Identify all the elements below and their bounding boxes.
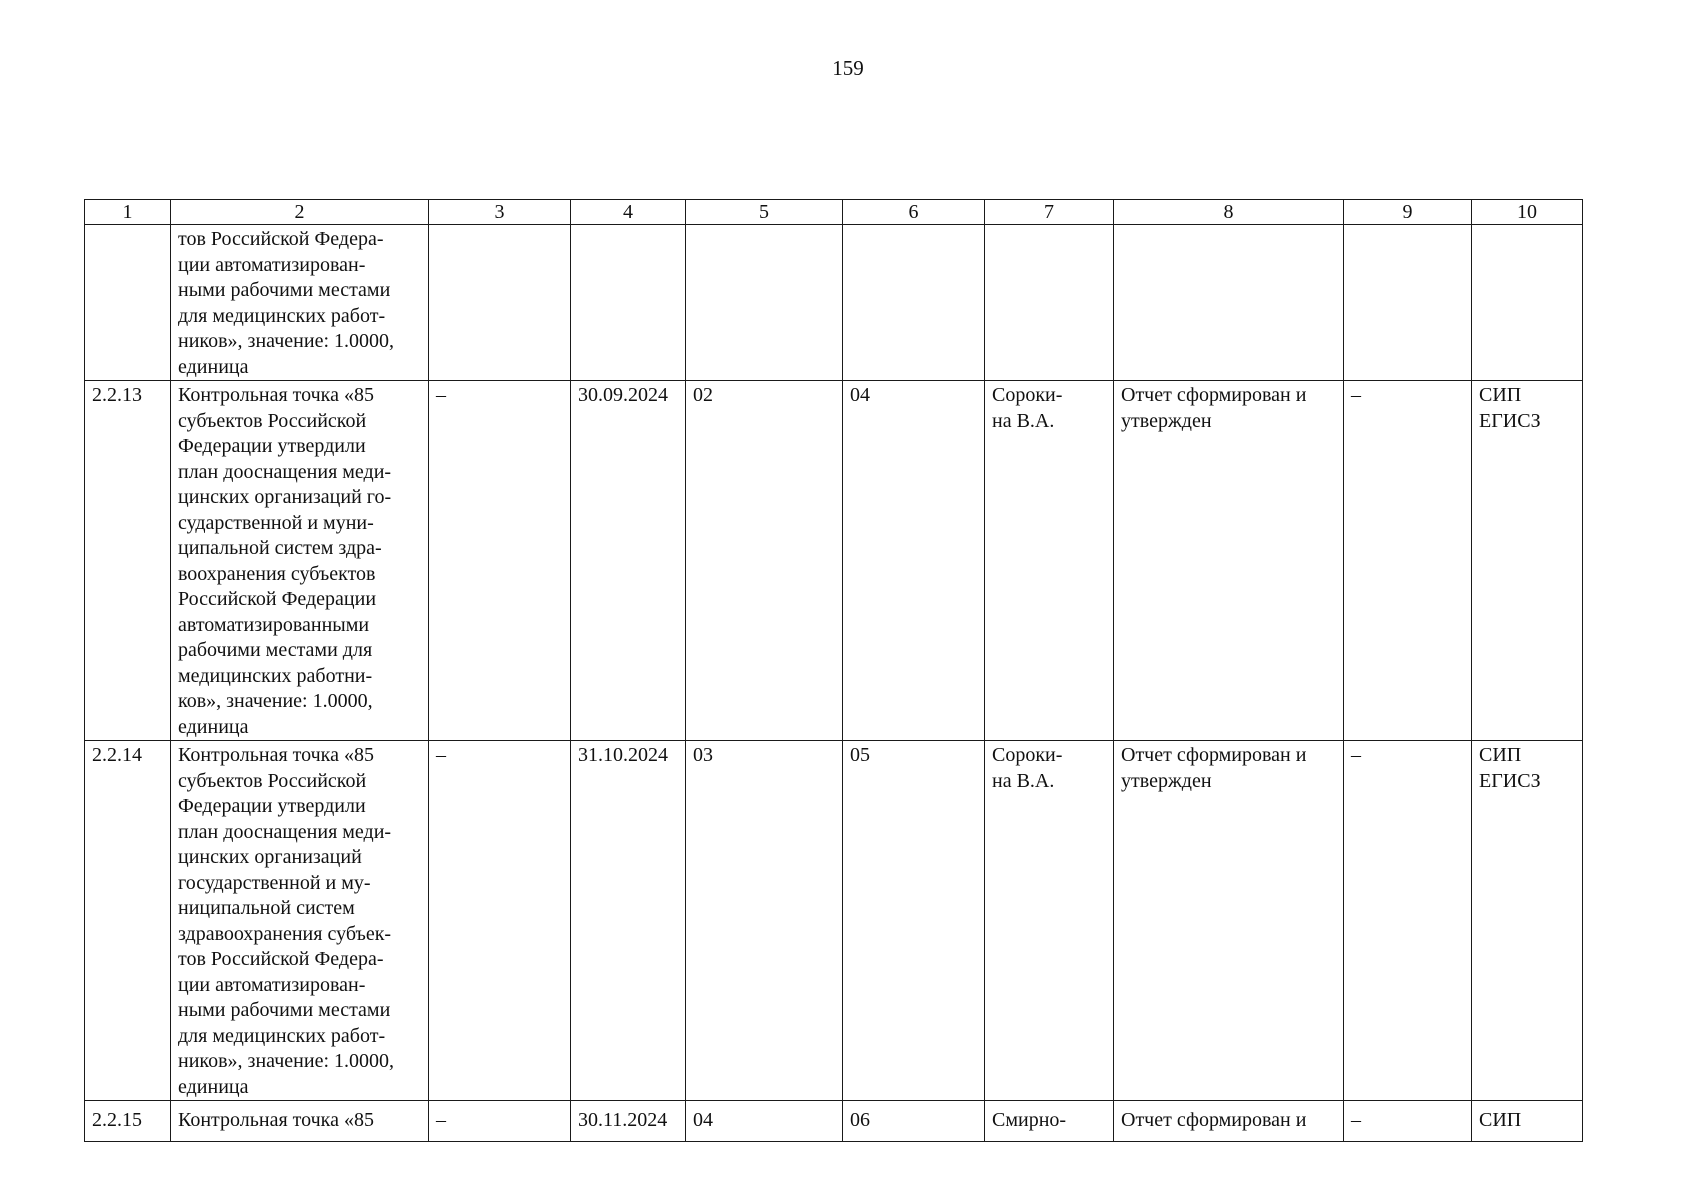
table-cell — [686, 225, 843, 381]
table-cell: 03 — [686, 741, 843, 1101]
cell-responsible: Сороки- на В.А. — [985, 741, 1114, 1101]
table-cell: – — [1344, 741, 1472, 1101]
column-header: 9 — [1344, 200, 1472, 225]
cell-date — [571, 225, 686, 381]
cell-system: СИП — [1472, 1101, 1583, 1142]
table-cell: – — [1344, 1101, 1472, 1142]
table-cell: 04 — [686, 1101, 843, 1142]
cell-date: 30.09.2024 — [571, 381, 686, 741]
table-header-row — [85, 200, 1583, 225]
column-header: 7 — [985, 200, 1114, 225]
column-header: 1 — [85, 200, 171, 225]
column-header: 8 — [1114, 200, 1344, 225]
cell-date: 31.10.2024 — [571, 741, 686, 1101]
cell-date: 30.11.2024 — [571, 1101, 686, 1142]
table-cell: 05 — [843, 741, 985, 1101]
table-cell: 06 — [843, 1101, 985, 1142]
table-cell: 04 — [843, 381, 985, 741]
table-row — [85, 381, 1583, 741]
table-row — [85, 1101, 1583, 1142]
cell-number: 2.2.15 — [85, 1101, 171, 1142]
cell-result — [1114, 225, 1344, 381]
cell-description: Контрольная точка «85 субъектов Российской Федерации утвердили план дооснащения меди- цинских организаций государственной и му- ниципальной систем здравоохранения субъек- тов Российской Федера- ции автоматизирован- ными рабочими местами для медицинских работ- ников», значение: 1.0000, единица — [171, 741, 429, 1101]
cell-description: Контрольная точка «85 субъектов Российской Федерации утвердили план дооснащения меди- цинских организаций го- сударственной и муни- ципальной систем здра- воохранения субъектов Российской Федерации автоматизированными рабочими местами для медицинских работни- ков», значение: 1.0000, единица — [171, 381, 429, 741]
cell-system: СИП ЕГИСЗ — [1472, 381, 1583, 741]
cell-responsible: Смирно- — [985, 1101, 1114, 1142]
cell-system: СИП ЕГИСЗ — [1472, 741, 1583, 1101]
cell-number — [85, 225, 171, 381]
column-header: 4 — [571, 200, 686, 225]
table-cell: – — [429, 741, 571, 1101]
table-row — [85, 741, 1583, 1101]
page-number: 159 — [832, 56, 864, 80]
column-header: 5 — [686, 200, 843, 225]
cell-system — [1472, 225, 1583, 381]
table-cell: – — [1344, 381, 1472, 741]
column-header: 3 — [429, 200, 571, 225]
cell-description: Контрольная точка «85 — [171, 1101, 429, 1142]
cell-number: 2.2.14 — [85, 741, 171, 1101]
cell-result: Отчет сформирован и утвержден — [1114, 741, 1344, 1101]
table-cell — [843, 225, 985, 381]
table-cell — [429, 225, 571, 381]
column-header: 10 — [1472, 200, 1583, 225]
table-cell: 02 — [686, 381, 843, 741]
cell-responsible: Сороки- на В.А. — [985, 381, 1114, 741]
cell-responsible — [985, 225, 1114, 381]
table-row — [85, 225, 1583, 381]
cell-description: тов Российской Федера- ции автоматизирован- ными рабочими местами для медицинских работ- ников», значение: 1.0000, единица — [171, 225, 429, 381]
cell-result: Отчет сформирован и утвержден — [1114, 381, 1344, 741]
column-header: 6 — [843, 200, 985, 225]
table-cell: – — [429, 1101, 571, 1142]
cell-result: Отчет сформирован и — [1114, 1101, 1344, 1142]
table-cell — [1344, 225, 1472, 381]
document-table — [84, 199, 1583, 1142]
column-header: 2 — [171, 200, 429, 225]
cell-number: 2.2.13 — [85, 381, 171, 741]
table-cell: – — [429, 381, 571, 741]
